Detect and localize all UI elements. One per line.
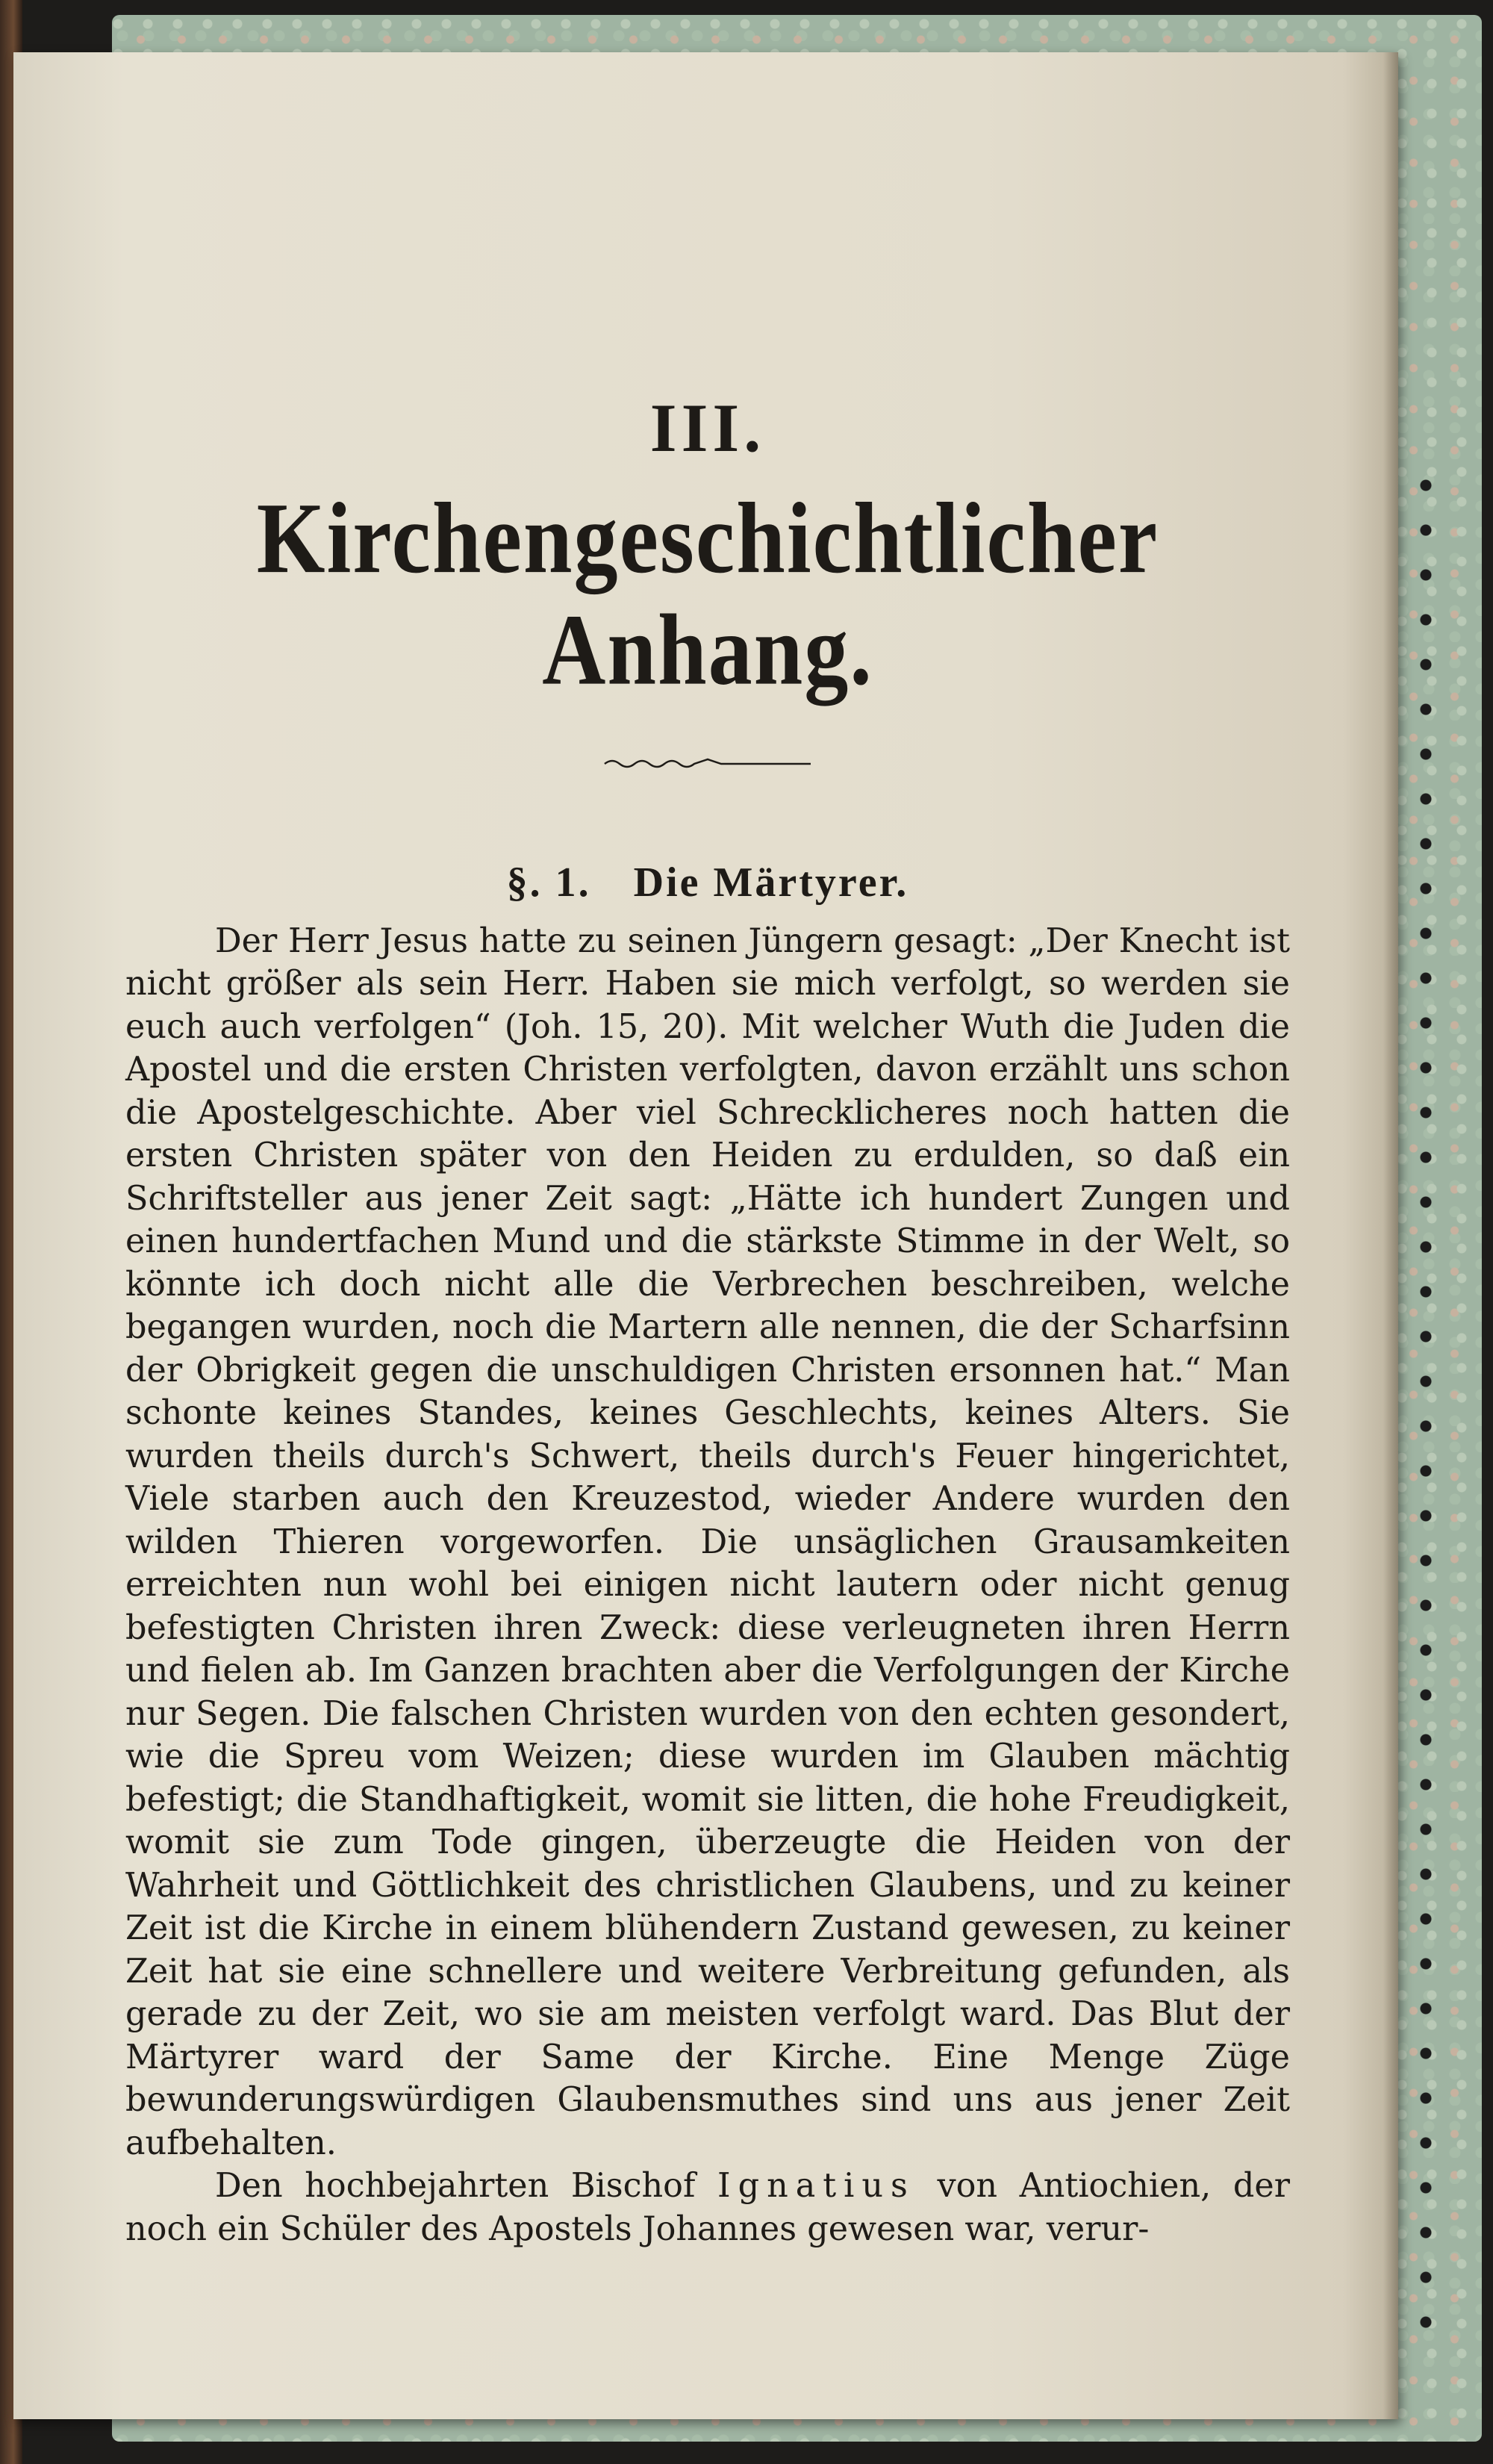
paragraph-2-start: Den hochbejahrten Bischof bbox=[215, 2167, 696, 2206]
body-text bbox=[125, 920, 1290, 2251]
cover-dot-pattern bbox=[1415, 463, 1437, 2330]
section-heading bbox=[125, 859, 1290, 906]
paragraph-2-end: von Antiochien, der noch ein Schüler des Apostels Johannes gewesen war, verur- bbox=[125, 2167, 1290, 2248]
section-title: Die Märtyrer. bbox=[633, 859, 909, 906]
chapter-title: Kirchengeschichtlicher Anhang. bbox=[256, 482, 1159, 706]
page-content bbox=[125, 388, 1290, 2250]
decorative-rule-ornament bbox=[603, 755, 812, 773]
paragraph-1: Der Herr Jesus hatte zu seinen Jüngern gesagt: „Der Knecht ist nicht größer als sein Herr. Haben sie mich verfolgt, so werden sie euch auch verfolgen“ (Joh. 15, 20). Mit welcher Wuth die Juden die Apostel und die ersten Christen verfolgten, davon erzählt uns schon die Apostelgeschichte. Aber viel Schrecklicheres noch hatten die ersten Christen später von den Heiden zu erdulden, so daß ein Schriftsteller aus jener Zeit sagt: „Hätte ich hundert Zungen und einen hundertfachen Mund und die stärkste Stimme in der Welt, so könnte ich doch nicht alle die Verbrechen beschreiben, welche begangen wurden, noch die Martern alle nennen, die der Scharfsinn der Obrigkeit gegen die unschuldigen Christen ersonnen hat.“ Man schonte keines Standes, keines Geschlechts, keines Alters. Sie wurden theils durch's Schwert, theils durch's Feuer hingerichtet, Viele starben auch den Kreuzestod, wieder Andere wurden den wilden Thieren vorgeworfen. Die unsäglichen Grausamkeiten erreichten nun wohl bei einigen nicht lautern oder nicht genug befestigten Christen ihren Zweck: diese verleugneten ihren Herrn und fielen ab. Im Ganzen brachten aber die Verfolgungen der Kirche nur Segen. Die falschen Christen wurden von den echten gesondert, wie die Spreu vom Weizen; diese wurden im Glauben mächtig befestigt; die Standhaftigkeit, womit sie litten, die hohe Freudigkeit, womit sie zum Tode gingen, überzeugte die Heiden von der Wahrheit und Göttlichkeit des christlichen Glaubens, und zu keiner Zeit ist die Kirche in einem blühendern Zustand gewesen, zu keiner Zeit hat sie eine schnellere und weitere Verbreitung gefunden, als gerade zu der Zeit, wo sie am meisten verfolgt ward. Das Blut der Märtyrer ward der Same der Kirche. Eine Menge Züge bewunderungswürdigen Glaubensmuthes sind uns aus jener Zeit aufbehalten. bbox=[125, 921, 1290, 2162]
chapter-number: III. bbox=[649, 390, 766, 466]
ignatius-name: Ignatius bbox=[717, 2167, 915, 2206]
book-page bbox=[13, 52, 1398, 2419]
section-number: §. 1. bbox=[506, 859, 591, 906]
paragraph-2 bbox=[125, 2165, 1290, 2250]
